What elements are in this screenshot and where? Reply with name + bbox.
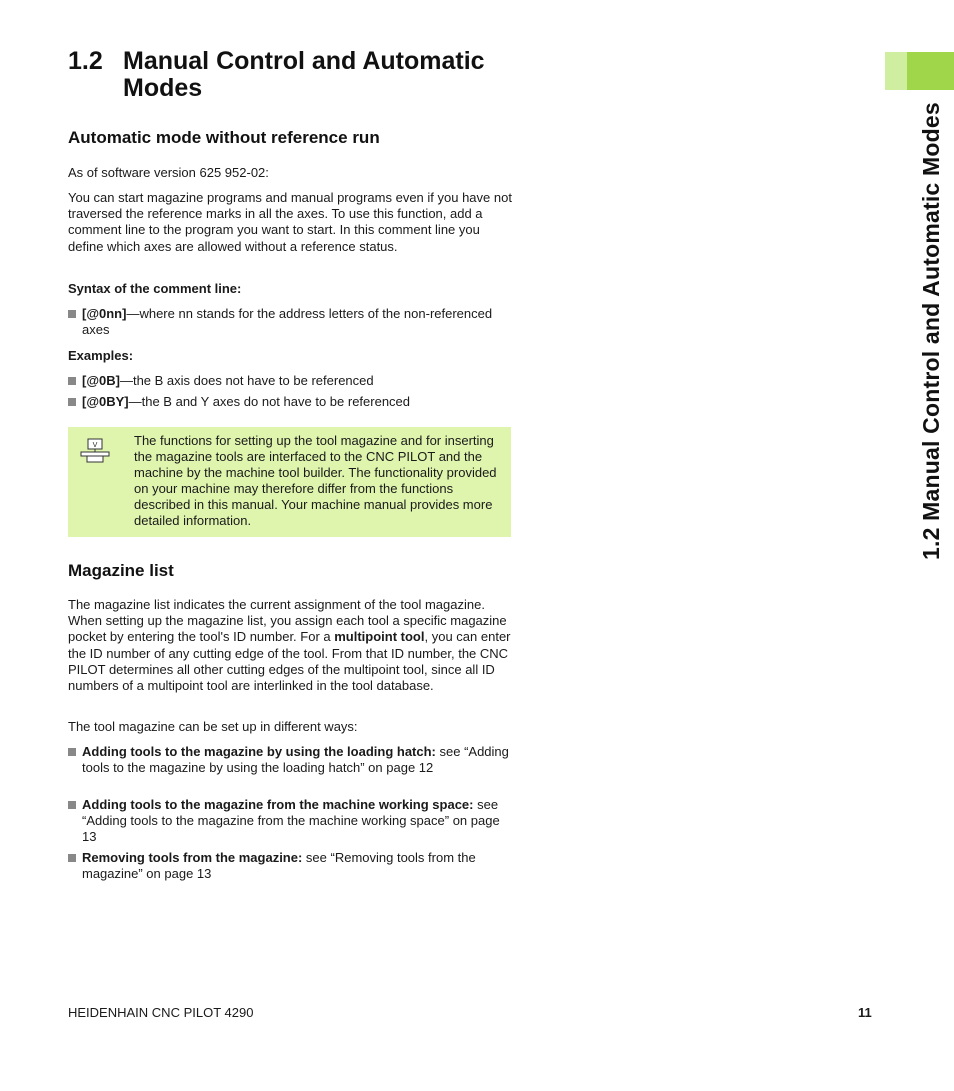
- way-reference-link[interactable]: see “Adding tools to the magazine by using the loading hatch” on page 12: [82, 744, 509, 775]
- chapter-heading: [68, 48, 528, 102]
- example-code: [@0BY]: [82, 394, 129, 409]
- version-note: As of software version 625 952-02:: [68, 165, 269, 180]
- machine-note-icon: [80, 438, 110, 464]
- syntax-item: [68, 306, 512, 338]
- syntax-description: —where nn stands for the address letters of the non-referenced axes: [82, 306, 493, 337]
- section-heading-magazine-list: Magazine list: [68, 561, 174, 580]
- syntax-code: [@0nn]: [82, 306, 127, 321]
- section2-intro: [68, 597, 512, 694]
- machine-note-box: [68, 427, 511, 537]
- way-item: [68, 850, 512, 882]
- way-reference-link[interactable]: see “Adding tools to the magazine from the machine working space” on page 13: [82, 797, 500, 844]
- chapter-tab-highlight: [885, 52, 907, 90]
- way-title: Adding tools to the magazine from the machine working space:: [82, 797, 474, 812]
- intro-bold-term: multipoint tool: [334, 629, 425, 645]
- way-title: Removing tools from the magazine:: [82, 850, 303, 865]
- bullet-square-icon: [68, 801, 76, 809]
- footer-product-name: HEIDENHAIN CNC PILOT 4290: [68, 1005, 254, 1020]
- syntax-label: Syntax of the comment line:: [68, 281, 242, 296]
- section1-intro: You can start magazine programs and manual programs even if you have not traversed the reference marks in all the axes. To use this function, add a comment line to the program you want to start. In this comment line you define which axes are allowed without a reference status.: [68, 190, 512, 254]
- example-item: [68, 373, 512, 389]
- way-title: Adding tools to the magazine by using the loading hatch:: [82, 744, 436, 759]
- bullet-square-icon: [68, 310, 76, 318]
- chapter-number: 1.2: [68, 47, 103, 75]
- section-heading-automatic-mode: Automatic mode without reference run: [68, 128, 380, 147]
- examples-label: Examples:: [68, 348, 134, 363]
- bullet-square-icon: [68, 854, 76, 862]
- machine-note-text: The functions for setting up the tool magazine and for inserting the magazine tools are interfaced to the CNC PILOT and the machine by the machine tool builder. The functionality provided on your machine may therefore differ from the functions described in this manual. Your machine manual provides more detailed information.: [134, 433, 497, 528]
- way-reference-link[interactable]: see “Removing tools from the magazine” on page 13: [82, 850, 476, 881]
- example-description: —the B axis does not have to be referenced: [119, 373, 374, 388]
- example-item: [68, 394, 512, 410]
- bullet-square-icon: [68, 748, 76, 756]
- footer-page-number: 11: [858, 1005, 872, 1020]
- bullet-square-icon: [68, 377, 76, 385]
- way-item: [68, 797, 512, 845]
- chapter-title: Manual Control and Automatic Modes: [123, 47, 485, 102]
- vertical-chapter-title: 1.2 Manual Control and Automatic Modes: [918, 102, 944, 560]
- bullet-square-icon: [68, 398, 76, 406]
- way-item: [68, 744, 512, 776]
- example-code: [@0B]: [82, 373, 120, 388]
- ways-intro: The tool magazine can be set up in different ways:: [68, 719, 358, 734]
- intro-text-end: , you can enter the ID number of any cutting edge of the tool. From that ID number, the CNC PILOT determines all other cutting edges of the multipoint tool, since all ID numbers of a multipoint tool are interlinked in the tool database.: [68, 629, 511, 694]
- example-description: —the B and Y axes do not have to be referenced: [128, 394, 411, 409]
- svg-text:V: V: [92, 441, 98, 449]
- intro-text-start: The magazine list indicates the current assignment of the tool magazine. When setting up the magazine list, you assign each tool a specific magazine pocket by entering the tool's ID number. For a: [68, 597, 507, 645]
